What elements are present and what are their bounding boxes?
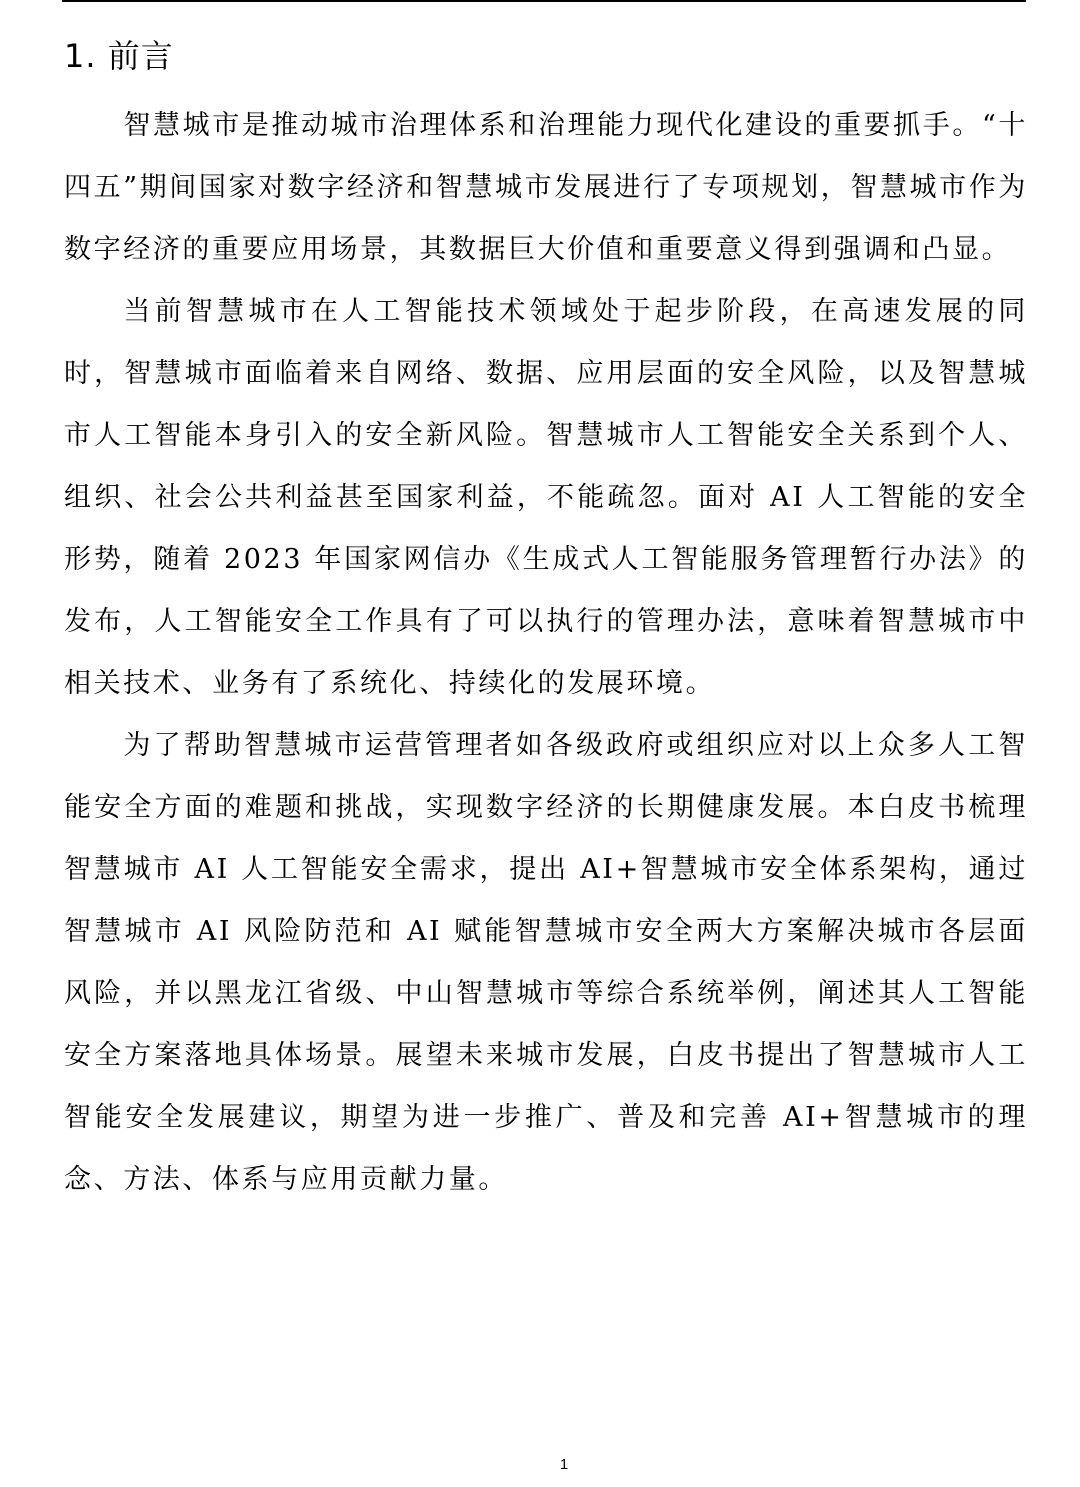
section-heading: 1. 前言	[64, 37, 174, 75]
document-body	[64, 95, 1028, 1211]
paragraph-2: 当前智慧城市在人工智能技术领域处于起步阶段，在高速发展的同时，智慧城市面临着来自网络、数据、应用层面的安全风险，以及智慧城市人工智能本身引入的安全新风险。智慧城市人工智能安全关系到个人、组织、社会公共利益甚至国家利益，不能疏忽。面对 AI 人工智能的安全形势，随着 2023 年国家网信办《生成式人工智能服务管理暂行办法》的发布，人工智能安全工作具有了可以执行的管理办法，意味着智慧城市中相关技术、业务有了系统化、持续化的发展环境。	[64, 296, 1028, 699]
paragraph-1: 智慧城市是推动城市治理体系和治理能力现代化建设的重要抓手。“十四五”期间国家对数字经济和智慧城市发展进行了专项规划，智慧城市作为数字经济的重要应用场景，其数据巨大价值和重要意义得到强调和凸显。	[64, 110, 1028, 265]
paragraph-3: 为了帮助智慧城市运营管理者如各级政府或组织应对以上众多人工智能安全方面的难题和挑战，实现数字经济的长期健康发展。本白皮书梳理智慧城市 AI 人工智能安全需求，提出 AI+智慧城市安全体系架构，通过智慧城市 AI 风险防范和 AI 赋能智慧城市安全两大方案解决城市各层面风险，并以黑龙江省级、中山智慧城市等综合系统举例，阐述其人工智能安全方案落地具体场景。展望未来城市发展，白皮书提出了智慧城市人工智能安全发展建议，期望为进一步推广、普及和完善 AI+智慧城市的理念、方法、体系与应用贡献力量。	[64, 730, 1028, 1195]
header-rule	[62, 0, 1026, 2]
page-number: 1	[559, 1456, 569, 1473]
